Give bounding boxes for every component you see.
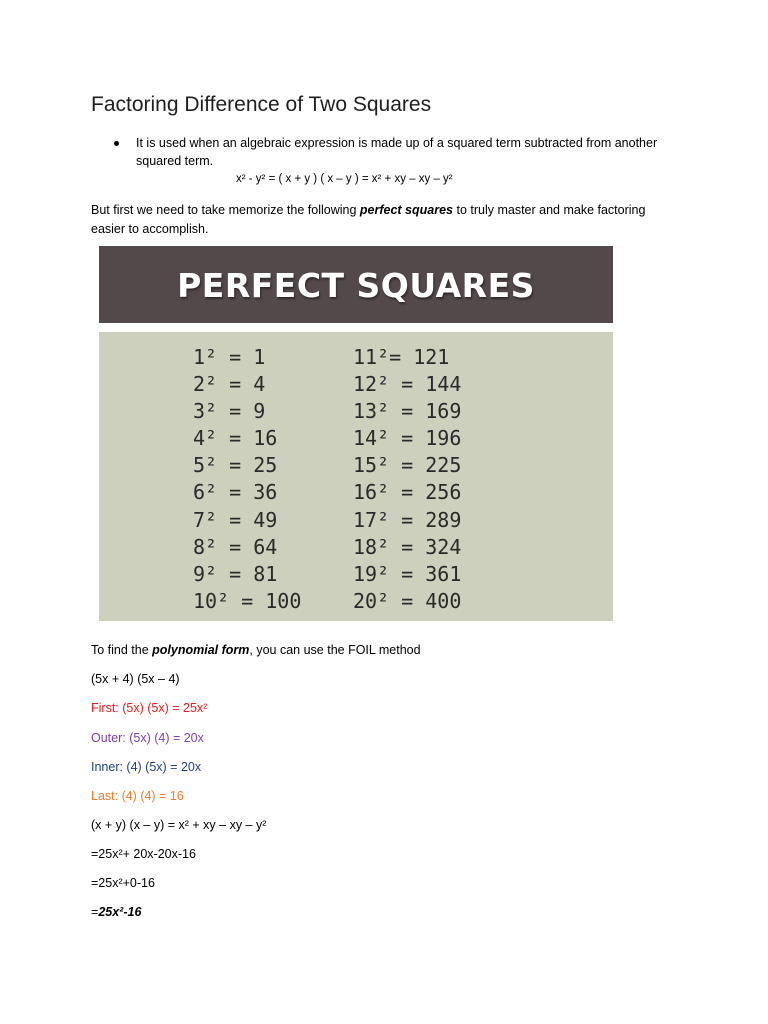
general-expansion: (x + y) (x – y) = x² + xy – xy – y²: [91, 818, 267, 832]
perfect-square-entry: 11²= 121: [353, 345, 450, 369]
intro-text-after: to truly master and make factoring easier to accomplish.: [91, 203, 646, 236]
foil-outer: Outer: (5x) (4) = 20x: [91, 731, 204, 745]
intro-text-bold: perfect squares: [359, 203, 453, 217]
foil-last: Last: (4) (4) = 16: [91, 789, 184, 803]
intro-text-before: But first we need to take memorize the following: [91, 203, 360, 217]
foil-first: First: (5x) (5x) = 25x²: [91, 701, 208, 715]
final-answer: [91, 905, 141, 919]
perfect-square-entry: 1² = 1: [193, 345, 266, 369]
perfect-squares-table: [99, 332, 613, 621]
perfect-square-entry: 18² = 324: [353, 534, 462, 559]
step-combine: =25x²+ 20x-20x-16: [91, 847, 196, 861]
perfect-squares-left-column: [193, 344, 301, 615]
perfect-squares-title: PERFECT SQUARES: [177, 266, 535, 305]
bullet-dot-icon: [114, 141, 119, 146]
perfect-square-entry: 5² = 25: [193, 453, 278, 478]
perfect-square-entry: 19² = 361: [353, 561, 462, 586]
perfect-square-entry: 3² = 9: [193, 399, 266, 424]
perfect-square-entry: 2² = 4: [193, 372, 266, 397]
difference-of-squares-formula: x² - y² = ( x + y ) ( x – y ) = x² + xy – xy – y²: [236, 173, 453, 185]
foil-inner: Inner: (4) (5x) = 20x: [91, 760, 202, 774]
perfect-square-entry: 9² = 81: [193, 561, 278, 586]
perfect-square-entry: 4² = 16: [193, 426, 278, 451]
perfect-squares-right-column: [353, 344, 461, 615]
perfect-square-entry: 14² = 196: [353, 426, 462, 451]
perfect-square-entry: 10² = 100: [193, 588, 302, 613]
perfect-square-entry: 16² = 256: [353, 480, 462, 505]
perfect-square-entry: 17² = 289: [353, 507, 462, 532]
polynomial-intro: [91, 643, 421, 657]
perfect-square-entry: 8² = 64: [193, 534, 278, 559]
perfect-square-entry: 15² = 225: [353, 453, 462, 478]
final-prefix: =: [91, 905, 99, 919]
perfect-square-entry: 7² = 49: [193, 507, 278, 532]
intro-paragraph: [91, 201, 681, 239]
perfect-square-entry: 12² = 144: [353, 372, 462, 397]
polynomial-text-before: To find the: [91, 643, 153, 657]
perfect-square-entry: 20² = 400: [353, 588, 462, 613]
bullet-item: [114, 134, 674, 170]
bullet-text: It is used when an algebraic expression is made up of a squared term subtracted from another squared term.: [136, 136, 658, 168]
step-simplify: =25x²+0-16: [91, 876, 155, 890]
foil-expression: (5x + 4) (5x – 4): [91, 672, 180, 686]
perfect-square-entry: 13² = 169: [353, 399, 462, 424]
polynomial-text-bold: polynomial form: [152, 643, 250, 657]
final-result: 25x²-16: [98, 905, 142, 919]
perfect-square-entry: 6² = 36: [193, 480, 278, 505]
polynomial-text-after: , you can use the FOIL method: [249, 643, 421, 657]
perfect-squares-header: [99, 246, 613, 323]
page-title: Factoring Difference of Two Squares: [91, 93, 432, 116]
